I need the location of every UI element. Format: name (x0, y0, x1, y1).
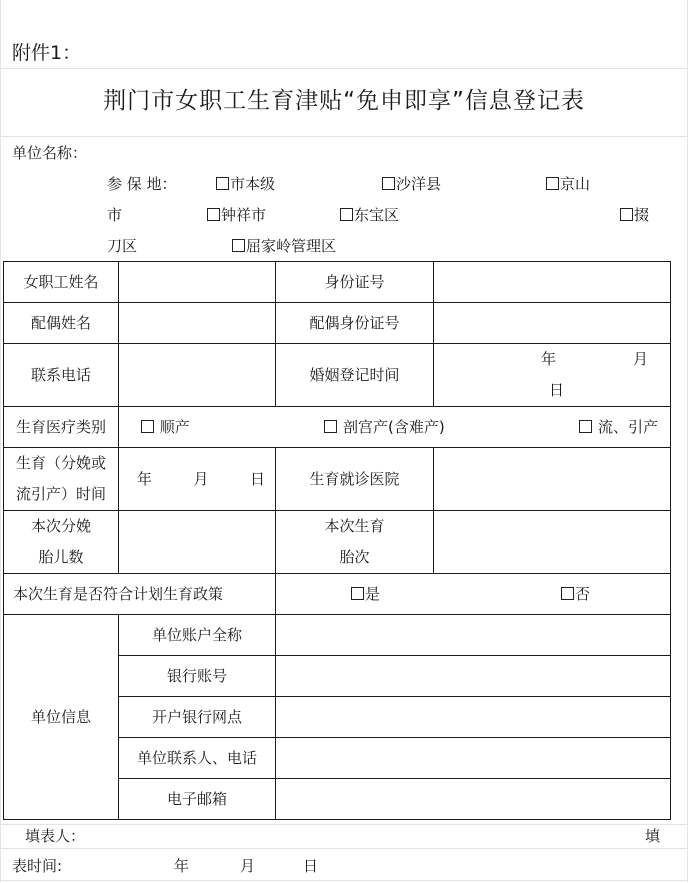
annex-label: 附件1： (12, 42, 82, 64)
fill-time-label: 表时间: (12, 857, 63, 875)
bank-branch-field[interactable] (276, 697, 671, 738)
page-gridline (0, 68, 688, 69)
natural-birth-checkbox[interactable]: 顺产 (141, 412, 190, 443)
table-row (4, 303, 671, 344)
table-row (4, 407, 671, 448)
registration-table (3, 261, 671, 820)
spouse-name-field[interactable] (119, 303, 276, 344)
page-gridline (0, 136, 688, 137)
fetus-count-label: 本次分娩 胎儿数 (4, 511, 119, 574)
cesarean-checkbox[interactable]: 剖宫产(含难产) (324, 412, 445, 443)
table-row (4, 511, 671, 574)
option-city-level[interactable]: 市本级 (216, 173, 275, 194)
page-gridline (0, 0, 1, 883)
page-gridline (0, 880, 688, 881)
medical-type-options (119, 407, 671, 448)
form-title: 荆门市女职工生育津贴“免申即享”信息登记表 (103, 88, 585, 114)
page-gridline (0, 848, 688, 849)
insured-place-label: 参 保 地： (107, 175, 177, 193)
policy-no-checkbox[interactable]: 否 (561, 579, 590, 610)
email-field[interactable] (276, 779, 671, 820)
marriage-date-label: 婚姻登记时间 (276, 344, 434, 407)
phone-label: 联系电话 (4, 344, 119, 407)
filler-label: 填表人： (25, 827, 86, 845)
email-label: 电子邮箱 (119, 779, 276, 820)
page-gridline (0, 824, 688, 825)
spouse-id-field[interactable] (434, 303, 671, 344)
marriage-date-ym: 年 月 (541, 350, 648, 368)
contact-label: 单位联系人、电话 (119, 738, 276, 779)
option-duodao-cont: 刀区 (107, 237, 138, 255)
account-name-field[interactable] (276, 615, 671, 656)
option-dongbao[interactable]: 东宝区 (340, 204, 399, 225)
bank-account-label: 银行账号 (119, 656, 276, 697)
fill-year: 年 (174, 857, 190, 875)
option-jingshan-cont: 市 (107, 206, 123, 224)
table-row (4, 262, 671, 303)
id-number-label: 身份证号 (276, 262, 434, 303)
bank-account-field[interactable] (276, 656, 671, 697)
female-name-field[interactable] (119, 262, 276, 303)
fill-month: 月 (240, 857, 256, 875)
birth-order-label: 本次生育 胎次 (276, 511, 434, 574)
policy-yes-checkbox[interactable]: 是 (351, 579, 380, 610)
table-row (4, 615, 671, 656)
phone-field[interactable] (119, 344, 276, 407)
medical-type-label: 生育医疗类别 (4, 407, 119, 448)
id-number-field[interactable] (434, 262, 671, 303)
table-row (4, 574, 671, 615)
option-qujialing[interactable]: 屈家岭管理区 (232, 235, 336, 256)
policy-options (276, 574, 671, 615)
fetus-count-field[interactable] (119, 511, 276, 574)
hospital-field[interactable] (434, 448, 671, 511)
option-jingshan[interactable]: 京山 (546, 173, 590, 194)
policy-question: 本次生育是否符合计划生育政策 (4, 574, 276, 615)
birth-time-field[interactable]: 年 月 日 (119, 448, 276, 511)
unit-name-label: 单位名称： (12, 144, 88, 162)
unit-info-label: 单位信息 (4, 615, 119, 820)
spouse-id-label: 配偶身份证号 (276, 303, 434, 344)
birth-order-field[interactable] (434, 511, 671, 574)
table-row (4, 448, 671, 511)
female-name-label: 女职工姓名 (4, 262, 119, 303)
table-row (4, 344, 671, 407)
abortion-checkbox[interactable]: 流、引产 (579, 412, 658, 443)
option-shayang[interactable]: 沙洋县 (382, 173, 441, 194)
birth-time-label: 生育（分娩或 流引产）时间 (4, 448, 119, 511)
spouse-name-label: 配偶姓名 (4, 303, 119, 344)
option-duodao[interactable]: 掇 (620, 204, 649, 225)
marriage-date-d: 日 (549, 381, 565, 399)
fill-day: 日 (303, 857, 319, 875)
option-zhongxiang[interactable]: 钟祥市 (207, 204, 266, 225)
account-name-label: 单位账户全称 (119, 615, 276, 656)
contact-field[interactable] (276, 738, 671, 779)
fill-char: 填 (645, 827, 661, 845)
hospital-label: 生育就诊医院 (276, 448, 434, 511)
bank-branch-label: 开户银行网点 (119, 697, 276, 738)
marriage-date-field[interactable] (434, 344, 671, 407)
